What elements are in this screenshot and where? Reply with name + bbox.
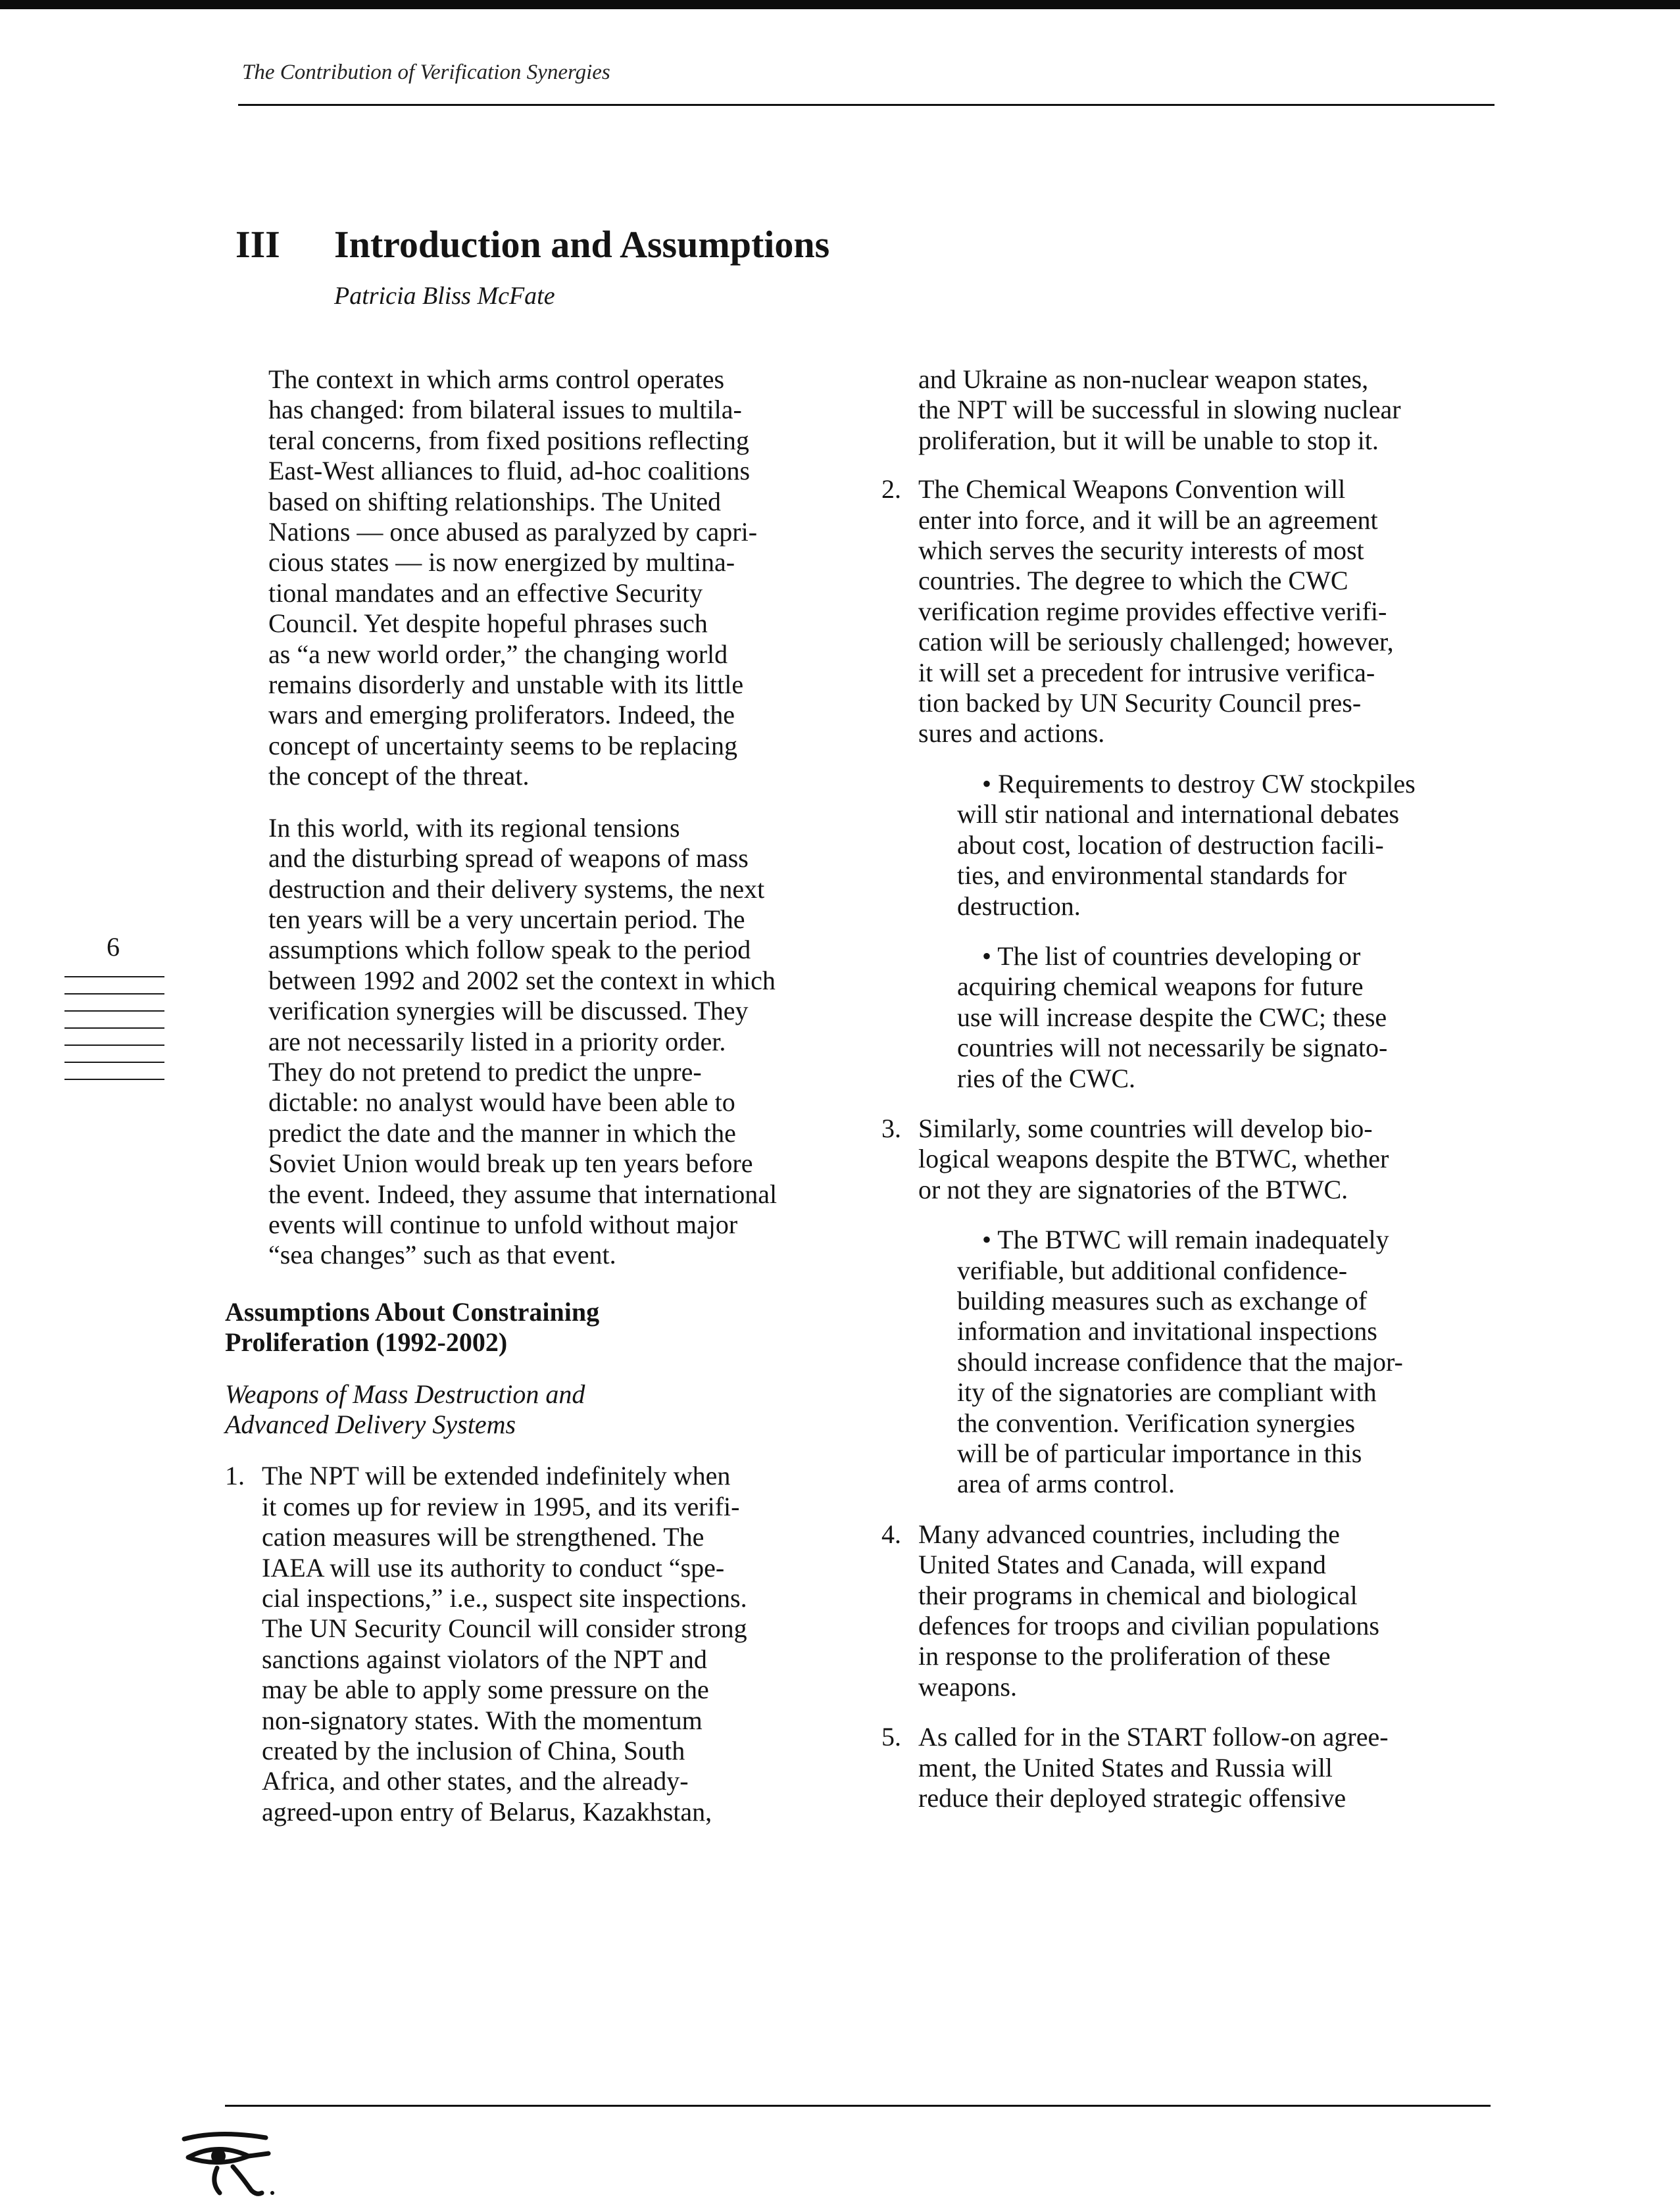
section-heading <box>225 1297 830 1358</box>
text-line: sanctions against violators of the NPT and <box>262 1644 707 1674</box>
text-line: may be able to apply some pressure on the <box>262 1675 709 1705</box>
text-line: • Requirements to destroy CW stockpiles <box>982 768 1416 799</box>
text-line: information and invitational inspections <box>957 1316 1377 1346</box>
text-line: should increase confidence that the major- <box>957 1346 1403 1377</box>
text-line: proliferation, but it will be unable to stop it. <box>918 425 1379 455</box>
margin-tick <box>64 976 164 977</box>
bullet-cw-stockpiles <box>881 769 1500 922</box>
right-column <box>881 364 1500 1813</box>
text-line: cial inspections,” i.e., suspect site inspections. <box>262 1583 747 1613</box>
text-line: destruction and their delivery systems, the next <box>268 873 765 904</box>
footer-rule <box>225 2105 1491 2107</box>
text-line: about cost, location of destruction facili- <box>957 829 1384 860</box>
chapter-number: III <box>235 223 280 266</box>
text-line: tional mandates and an effective Security <box>268 578 703 608</box>
running-head: The Contribution of Verification Synergies <box>242 61 610 84</box>
text-line: teral concerns, from fixed positions reflecting <box>268 425 749 455</box>
paragraph-world <box>225 813 830 1271</box>
text-line: defences for troops and civilian populations <box>918 1611 1379 1641</box>
text-line: and the disturbing spread of weapons of mass <box>268 843 749 873</box>
list-item-2 <box>881 474 1500 749</box>
list-item-1-continued <box>881 364 1500 456</box>
text-line: Many advanced countries, including the <box>918 1519 1340 1549</box>
bullet-cw-countries <box>881 941 1500 1094</box>
list-item-3 <box>881 1114 1500 1205</box>
text-line: • The BTWC will remain inadequately <box>982 1225 1389 1255</box>
text-line: wars and emerging proliferators. Indeed, the <box>268 700 735 730</box>
text-line: ment, the United States and Russia will <box>918 1752 1333 1782</box>
text-line: building measures such as exchange of <box>957 1285 1368 1315</box>
text-line: area of arms control. <box>957 1469 1175 1499</box>
text-line: East-West alliances to fluid, ad-hoc coalitions <box>268 456 751 486</box>
text-line: will be of particular importance in this <box>957 1438 1362 1468</box>
text-line: • The list of countries developing or <box>982 941 1361 971</box>
text-line: logical weapons despite the BTWC, whether <box>918 1144 1389 1174</box>
scan-top-edge <box>0 0 1680 9</box>
text-line: Soviet Union would break up ten years before <box>268 1148 753 1179</box>
text-line: which serves the security interests of most <box>918 535 1364 566</box>
text-line: Similarly, some countries will develop bio- <box>918 1113 1373 1143</box>
text-line: In this world, with its regional tensions <box>268 812 680 843</box>
text-line: Weapons of Mass Destruction and <box>225 1379 585 1409</box>
text-line: The NPT will be extended indefinitely when <box>262 1461 731 1491</box>
text-line: between 1992 and 2002 set the context in which <box>268 965 776 995</box>
header-rule <box>238 104 1495 106</box>
text-line: the concept of the threat. <box>268 761 530 791</box>
text-line: in response to the proliferation of these <box>918 1641 1331 1671</box>
text-line: They do not pretend to predict the unpre- <box>268 1056 702 1087</box>
text-line: IAEA will use its authority to conduct “spe- <box>262 1552 725 1583</box>
text-line: ity of the signatories are compliant with <box>957 1377 1377 1408</box>
eye-of-horus-icon <box>179 2127 278 2200</box>
text-line: the event. Indeed, they assume that international <box>268 1179 778 1209</box>
left-column <box>225 364 830 1827</box>
chapter-title: Introduction and Assumptions <box>334 223 830 266</box>
text-line: United States and Canada, will expand <box>918 1550 1326 1580</box>
text-line: weapons. <box>918 1671 1017 1702</box>
text-line: their programs in chemical and biological <box>918 1580 1358 1610</box>
text-line: Proliferation (1992-2002) <box>225 1327 508 1358</box>
text-line: Advanced Delivery Systems <box>225 1410 516 1439</box>
text-line: the NPT will be successful in slowing nuclear <box>918 395 1401 425</box>
text-line: dictable: no analyst would have been able to <box>268 1087 735 1118</box>
text-line: has changed: from bilateral issues to multila- <box>268 395 742 425</box>
text-line: Council. Yet despite hopeful phrases such <box>268 608 708 639</box>
text-line: cation will be seriously challenged; however, <box>918 627 1394 657</box>
text-line: The UN Security Council will consider strong <box>262 1613 747 1644</box>
margin-tick-rules <box>64 976 164 1096</box>
text-line: predict the date and the manner in which the <box>268 1118 736 1148</box>
text-line: ties, and environmental standards for <box>957 860 1347 891</box>
text-line: enter into force, and it will be an agreement <box>918 504 1378 535</box>
text-line: and Ukraine as non-nuclear weapon states, <box>918 364 1369 394</box>
text-line: acquiring chemical weapons for future <box>957 971 1364 1002</box>
list-number: 5. <box>881 1722 901 1752</box>
text-line: or not they are signatories of the BTWC. <box>918 1174 1348 1204</box>
subsection-heading <box>225 1379 830 1440</box>
margin-tick <box>64 1027 164 1029</box>
text-line: events will continue to unfold without major <box>268 1209 738 1239</box>
text-line: tion backed by UN Security Council pres- <box>918 688 1362 718</box>
text-line: use will increase despite the CWC; these <box>957 1002 1387 1032</box>
margin-tick <box>64 1010 164 1012</box>
text-line: the convention. Verification synergies <box>957 1408 1356 1438</box>
text-line: reduce their deployed strategic offensive <box>918 1783 1346 1813</box>
text-line: Africa, and other states, and the already- <box>262 1766 689 1796</box>
text-line: cation measures will be strengthened. The <box>262 1522 704 1552</box>
list-item-5 <box>881 1722 1500 1813</box>
list-number: 1. <box>225 1461 245 1491</box>
text-line: will stir national and international debates <box>957 799 1400 829</box>
text-line: Nations — once abused as paralyzed by capri- <box>268 517 758 547</box>
list-number: 3. <box>881 1113 901 1143</box>
text-line: As called for in the START follow-on agree- <box>918 1722 1389 1752</box>
text-line: sures and actions. <box>918 718 1105 749</box>
text-line: created by the inclusion of China, South <box>262 1736 685 1766</box>
list-number: 4. <box>881 1519 901 1549</box>
paragraph-context <box>225 364 830 792</box>
text-line: concept of uncertainty seems to be replacing <box>268 730 738 760</box>
text-line: remains disorderly and unstable with its little <box>268 670 744 700</box>
text-line: “sea changes” such as that event. <box>268 1240 616 1270</box>
text-line: based on shifting relationships. The United <box>268 486 722 516</box>
margin-tick <box>64 1079 164 1080</box>
text-line: verification regime provides effective verifi- <box>918 596 1387 626</box>
text-line: agreed-upon entry of Belarus, Kazakhstan, <box>262 1796 712 1827</box>
text-line: The Chemical Weapons Convention will <box>918 474 1346 504</box>
text-line: countries. The degree to which the CWC <box>918 566 1348 596</box>
margin-tick <box>64 1045 164 1046</box>
text-line: are not necessarily listed in a priority order. <box>268 1026 726 1056</box>
text-line: countries will not necessarily be signato- <box>957 1033 1388 1063</box>
page-number: 6 <box>107 932 120 962</box>
margin-tick <box>64 1062 164 1063</box>
text-line: ries of the CWC. <box>957 1063 1136 1093</box>
text-line: verification synergies will be discussed. They <box>268 996 749 1026</box>
text-line: The context in which arms control operates <box>268 364 725 394</box>
chapter-heading <box>235 222 829 266</box>
text-line: as “a new world order,” the changing world <box>268 639 728 669</box>
text-line: destruction. <box>957 891 1081 921</box>
text-line: non-signatory states. With the momentum <box>262 1705 703 1735</box>
margin-tick <box>64 993 164 995</box>
text-line: it comes up for review in 1995, and its verifi- <box>262 1491 740 1521</box>
list-number: 2. <box>881 474 901 504</box>
bullet-btwc <box>881 1225 1500 1500</box>
text-line: ten years will be a very uncertain period. The <box>268 904 745 934</box>
text-line: cious states — is now energized by multina- <box>268 547 735 578</box>
list-item-1 <box>225 1461 830 1827</box>
text-line: Assumptions About Constraining <box>225 1296 600 1327</box>
text-line: assumptions which follow speak to the period <box>268 935 751 965</box>
chapter-author: Patricia Bliss McFate <box>334 282 555 310</box>
list-item-4 <box>881 1519 1500 1702</box>
text-line: verifiable, but additional confidence- <box>957 1255 1348 1285</box>
text-line: it will set a precedent for intrusive verifica- <box>918 657 1375 687</box>
